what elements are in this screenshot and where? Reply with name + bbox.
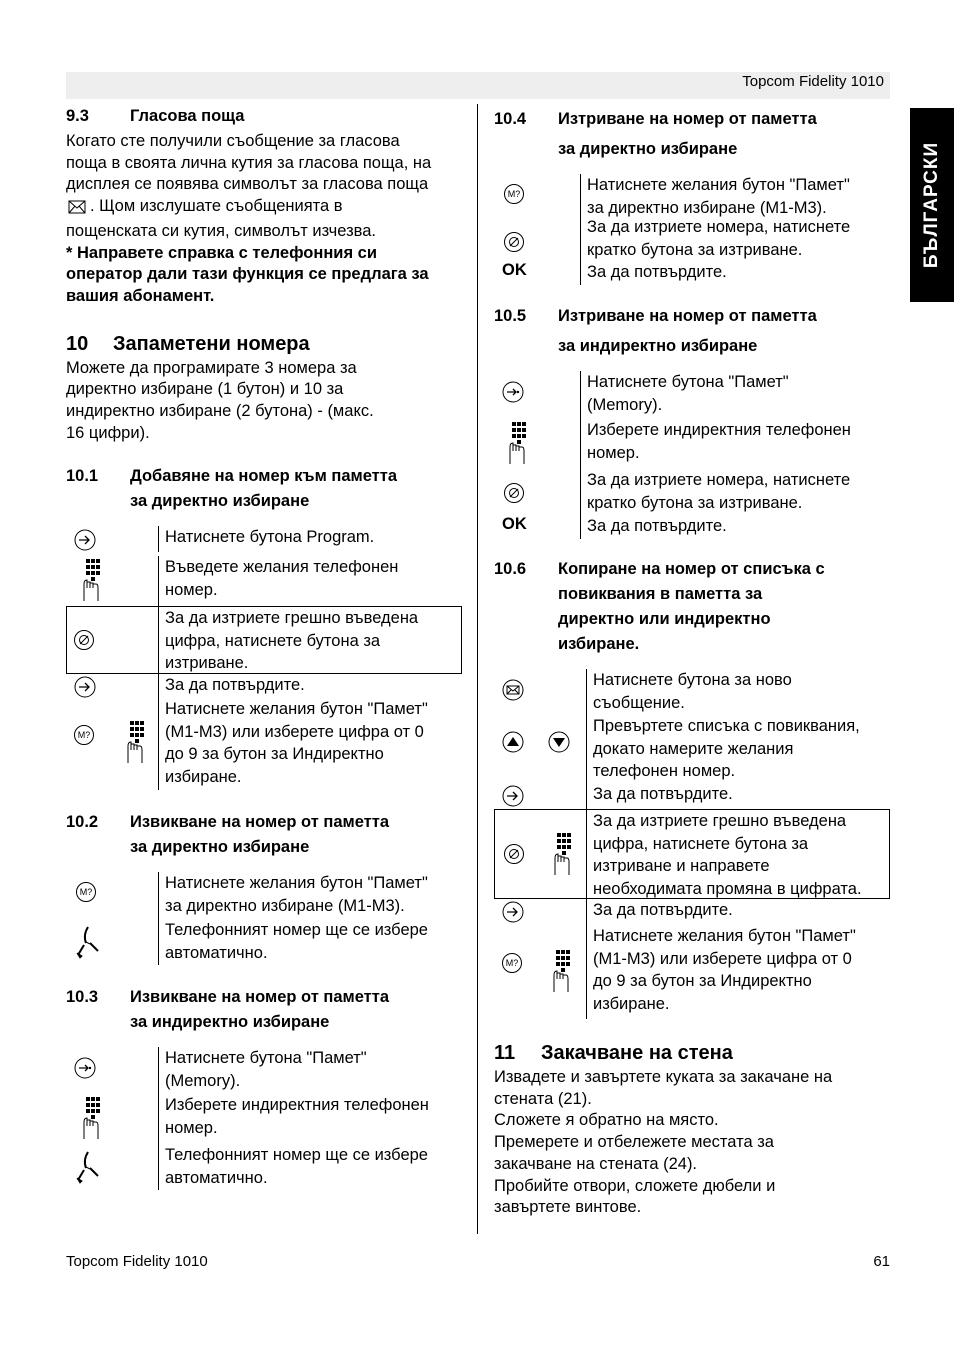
- section-title: Изтриване на номер от паметта: [558, 110, 817, 128]
- keypad-icon: [124, 720, 150, 769]
- step-text-line: Превъртете списъка с повиквания,: [593, 717, 860, 735]
- note-line: * Направете справка с телефонния си: [66, 243, 377, 262]
- step-text: [587, 669, 792, 715]
- section-number: 10: [66, 332, 89, 355]
- right-column: [494, 104, 890, 1219]
- text-line: завъртете винтове.: [494, 1198, 642, 1217]
- step-text: [581, 174, 850, 216]
- steps-10-5: [494, 371, 890, 539]
- step-text: Натиснете бутона Program.: [165, 528, 375, 547]
- section-title: Добавяне на номер към паметта: [130, 467, 398, 486]
- step-text: За да потвърдите.: [587, 517, 727, 535]
- keypad-icon: [80, 558, 106, 607]
- delete-icon: [504, 483, 524, 503]
- step-icon-cell: [66, 1094, 159, 1144]
- step-icon-cell: [494, 515, 581, 539]
- step-text-line: докато намерите желания: [593, 739, 794, 758]
- step-text: [159, 607, 418, 673]
- step-text-line: За да изтриете грешно въведена: [593, 812, 847, 830]
- step-text: [159, 919, 428, 965]
- step-icon-cell: [494, 174, 581, 216]
- step-text-line: цифра, натиснете бутона за: [165, 631, 381, 650]
- step-text-line: номер.: [165, 580, 218, 599]
- page-header: [66, 72, 890, 99]
- text-line: директно избиране (1 бутон) и 10 за: [66, 380, 344, 399]
- step-text-line: За да изтриете номера, натиснете: [587, 218, 851, 236]
- step-text-line: избиране.: [593, 994, 670, 1013]
- steps-10-2: [66, 872, 462, 965]
- note-line: оператор дали тази функция се предлага за: [66, 265, 429, 284]
- step-text-line: съобщение.: [593, 693, 685, 712]
- language-tab: [910, 108, 954, 302]
- step-text-line: номер.: [165, 1118, 218, 1137]
- column-divider: [477, 104, 478, 1234]
- keypad-icon: [550, 949, 576, 998]
- section-title: Запаметени номера: [113, 332, 310, 355]
- step-icon-cell: [494, 469, 581, 515]
- step-text: [159, 556, 398, 606]
- text-line: Извадете и завъртете куката за закачане на: [494, 1068, 833, 1086]
- message-icon: [502, 679, 524, 706]
- step-row: [494, 925, 890, 1019]
- step-text-line: изтриване и направете: [593, 857, 770, 875]
- page-number: 61: [873, 1253, 890, 1270]
- section-title: Гласова поща: [130, 107, 245, 125]
- section-11-heading: [494, 1039, 890, 1067]
- section-title: Извикване на номер от паметта: [130, 988, 390, 1007]
- step-row: [66, 1047, 462, 1094]
- step-text: За да потвърдите.: [165, 676, 305, 695]
- step-icon-cell: [66, 919, 159, 965]
- step-text-line: Въведете желания телефонен: [165, 558, 399, 577]
- steps-10-3: [66, 1047, 462, 1190]
- step-icon-cell: [494, 783, 587, 809]
- text-line: стената (21).: [494, 1089, 592, 1108]
- step-text-line: Изберете индиректния телефонен: [165, 1096, 429, 1115]
- section-title: за индиректно избиране: [130, 1013, 330, 1032]
- section-number: 11: [494, 1042, 516, 1064]
- step-row: [66, 1144, 462, 1190]
- step-row: [66, 698, 462, 790]
- memory-m-icon-label: M?: [79, 887, 93, 898]
- step-icon-cell: [494, 216, 581, 261]
- step-text: [581, 419, 851, 469]
- step-icon-cell: [66, 526, 159, 552]
- step-text-line: Изберете индиректния телефонен: [587, 421, 851, 439]
- section-title: за директно избиране: [130, 492, 310, 511]
- step-row: [494, 371, 890, 419]
- text-line: Пробийте отвори, сложете дюбели и: [494, 1176, 776, 1195]
- delete-icon: [504, 844, 524, 864]
- text-line: Можете да програмирате 3 номера за: [66, 358, 357, 377]
- step-row: [494, 715, 890, 783]
- language-tab-label: БЪЛГАРСКИ: [921, 141, 942, 269]
- step-text-line: Натиснете бутона за ново: [593, 671, 792, 689]
- section-10-6-heading: [494, 557, 890, 657]
- step-text-line: Натиснете желания бутон "Памет": [593, 927, 856, 945]
- step-text: [159, 698, 428, 790]
- step-row: [494, 669, 890, 715]
- step-row: [494, 261, 890, 285]
- steps-10-6: [494, 669, 890, 1019]
- memory-m-icon-label: M?: [505, 958, 519, 968]
- step-text-line: до 9 за бутон за Индиректно: [593, 972, 812, 990]
- step-icon-cell: [66, 872, 159, 919]
- delete-icon: [504, 232, 524, 252]
- step-text-line: (Memory).: [587, 395, 663, 414]
- step-text-line: необходимата промяна в цифрата.: [593, 879, 862, 898]
- memory-m-icon: [504, 184, 524, 204]
- step-text: [587, 715, 860, 783]
- step-text: [159, 1094, 429, 1144]
- step-icon-cell: [67, 607, 159, 673]
- text-fragment: . Щом изслушате съобщенията в: [90, 197, 343, 216]
- ok-key-label: OK: [502, 515, 527, 533]
- keypad-icon: [551, 832, 577, 881]
- step-row-highlighted: [66, 606, 462, 674]
- arrow-down-icon: [548, 731, 570, 758]
- step-text: [159, 872, 428, 919]
- step-row: [494, 419, 890, 469]
- step-text-line: номер.: [587, 443, 640, 462]
- section-number: 10.1: [66, 467, 99, 486]
- step-text: [159, 1047, 367, 1094]
- text-line: индиректно избиране (2 бутона) - (макс.: [66, 402, 374, 421]
- step-text-line: за директно избиране (M1-M3).: [587, 198, 827, 217]
- step-icon-cell: [494, 669, 587, 715]
- steps-10-1: [66, 526, 462, 790]
- step-icon-cell: [494, 715, 587, 783]
- section-10-heading: [66, 330, 462, 358]
- envelope-icon: [68, 199, 86, 221]
- step-text-line: изтриване.: [165, 654, 249, 673]
- section-10-3-heading: [66, 985, 462, 1035]
- step-text-line: Телефонният номер ще се избере: [165, 921, 428, 940]
- program-icon: [502, 901, 524, 928]
- memory-m-icon-label: M?: [507, 189, 521, 199]
- step-text-line: Натиснете желания бутон "Памет": [165, 700, 428, 719]
- step-icon-cell: [494, 261, 581, 285]
- text-line: Когато сте получили съобщение за гласова: [66, 132, 400, 150]
- step-text: [587, 925, 856, 1019]
- section-number: 10.6: [494, 560, 527, 578]
- step-text-line: (M1-M3) или изберете цифра от 0: [165, 722, 424, 741]
- keypad-icon: [80, 1096, 106, 1145]
- section-title: Копиране на номер от списъка с: [558, 560, 825, 578]
- step-text: [581, 216, 850, 261]
- text-line: Сложете я обратно на място.: [494, 1111, 719, 1130]
- section-title: за директно избиране: [130, 838, 310, 857]
- step-icon-cell: [494, 899, 587, 925]
- step-text: За да потвърдите.: [593, 785, 733, 803]
- step-row: [66, 872, 462, 919]
- step-text-line: телефонен номер.: [593, 762, 736, 780]
- section-number: 10.4: [494, 110, 527, 128]
- section-10-1-heading: [66, 464, 462, 514]
- left-column: [66, 104, 462, 1190]
- step-text: За да потвърдите.: [593, 901, 733, 919]
- section-title: директно или индиректно: [558, 610, 771, 628]
- step-text-line: Натиснете бутона "Памет": [587, 373, 789, 391]
- keypad-icon: [506, 421, 532, 470]
- arrow-up-icon: [502, 731, 524, 758]
- text-line: дисплея се появява символът за гласова поща: [66, 175, 429, 194]
- step-row-highlighted: [494, 809, 890, 899]
- step-icon-cell: [494, 371, 581, 419]
- step-text-line: За да изтриете номера, натиснете: [587, 471, 851, 489]
- section-title: Изтриване на номер от паметта: [558, 307, 817, 325]
- text-line: закачване на стената (24).: [494, 1154, 698, 1173]
- text-line: Премерете и отбележете местата за: [494, 1133, 774, 1152]
- section-10-4-heading: [494, 104, 890, 164]
- step-text-line: Телефонният номер ще се избере: [165, 1146, 428, 1165]
- step-text-line: кратко бутона за изтриване.: [587, 493, 803, 512]
- memory-m-icon: [74, 725, 94, 745]
- step-text-line: избиране.: [165, 767, 242, 786]
- steps-10-4: [494, 174, 890, 285]
- step-text-line: кратко бутона за изтриване.: [587, 240, 803, 259]
- section-title: Извикване на номер от паметта: [130, 813, 390, 832]
- memory-button-icon: [502, 381, 524, 408]
- delete-icon: [74, 630, 94, 650]
- text-line: [66, 196, 462, 221]
- section-title: избиране.: [558, 635, 640, 653]
- step-text: [159, 1144, 428, 1190]
- step-text-line: автоматично.: [165, 943, 268, 962]
- step-row: [494, 899, 890, 925]
- step-row: [494, 469, 890, 515]
- footer-brand: Topcom Fidelity 1010: [66, 1253, 208, 1270]
- section-title: Закачване на стена: [541, 1042, 733, 1064]
- header-brand: Topcom Fidelity 1010: [742, 73, 884, 90]
- note-line: вашия абонамент.: [66, 286, 215, 305]
- section-10-2-heading: [66, 810, 462, 860]
- section-title: за индиректно избиране: [558, 337, 758, 355]
- section-number: 10.2: [66, 813, 99, 832]
- handset-icon: [74, 923, 100, 964]
- step-text-line: автоматично.: [165, 1168, 268, 1187]
- step-icon-cell: [494, 925, 587, 1019]
- program-icon: [502, 785, 524, 812]
- step-text: [581, 371, 789, 419]
- step-icon-cell: [66, 1144, 159, 1190]
- step-text: [581, 469, 850, 515]
- section-10-5-heading: [494, 301, 890, 361]
- step-row: [66, 919, 462, 965]
- step-text-line: (M1-M3) или изберете цифра от 0: [593, 949, 852, 968]
- step-text-line: цифра, натиснете бутона за: [593, 834, 809, 853]
- step-icon-cell: [66, 698, 159, 790]
- step-text-line: Натиснете желания бутон "Памет": [165, 874, 428, 893]
- section-title: за директно избиране: [558, 140, 738, 158]
- memory-m-icon-label: M?: [77, 730, 91, 741]
- step-row: [66, 526, 462, 552]
- handset-icon: [74, 1148, 100, 1189]
- step-icon-cell: [495, 810, 587, 898]
- step-text: [587, 810, 862, 898]
- section-number: 10.3: [66, 988, 99, 1007]
- step-text-line: до 9 за бутон за Индиректно: [165, 745, 384, 764]
- step-row: [494, 515, 890, 539]
- step-text-line: Натиснете желания бутон "Памет": [587, 176, 850, 194]
- text-line: 16 цифри).: [66, 423, 150, 442]
- step-row: [66, 1094, 462, 1144]
- step-icon-cell: [494, 419, 581, 469]
- step-row: [66, 552, 462, 606]
- step-text-line: за директно избиране (M1-M3).: [165, 896, 405, 915]
- step-icon-cell: [66, 1047, 159, 1094]
- section-9-3-heading: [66, 104, 462, 129]
- step-text-line: (Memory).: [165, 1071, 241, 1090]
- step-row: [494, 216, 890, 261]
- section-number: 9.3: [66, 107, 89, 125]
- step-icon-cell: [66, 674, 159, 698]
- step-row: [494, 783, 890, 809]
- memory-m-icon: [502, 953, 522, 973]
- section-number: 10.5: [494, 307, 527, 325]
- text-line: пощенската си кутия, символът изчезва.: [66, 221, 376, 240]
- section-title: повиквания в паметта за: [558, 585, 763, 603]
- memory-m-icon: [76, 882, 96, 902]
- ok-key-label: OK: [502, 261, 527, 279]
- step-row: [66, 674, 462, 698]
- step-icon-cell: [66, 556, 159, 606]
- step-row: [494, 174, 890, 216]
- text-line: поща в своята лична кутия за гласова поща, на: [66, 153, 432, 172]
- step-text-line: Натиснете бутона "Памет": [165, 1049, 367, 1068]
- step-text: За да потвърдите.: [587, 263, 727, 281]
- memory-button-icon: [74, 1057, 96, 1084]
- step-text-line: За да изтриете грешно въведена: [165, 609, 419, 628]
